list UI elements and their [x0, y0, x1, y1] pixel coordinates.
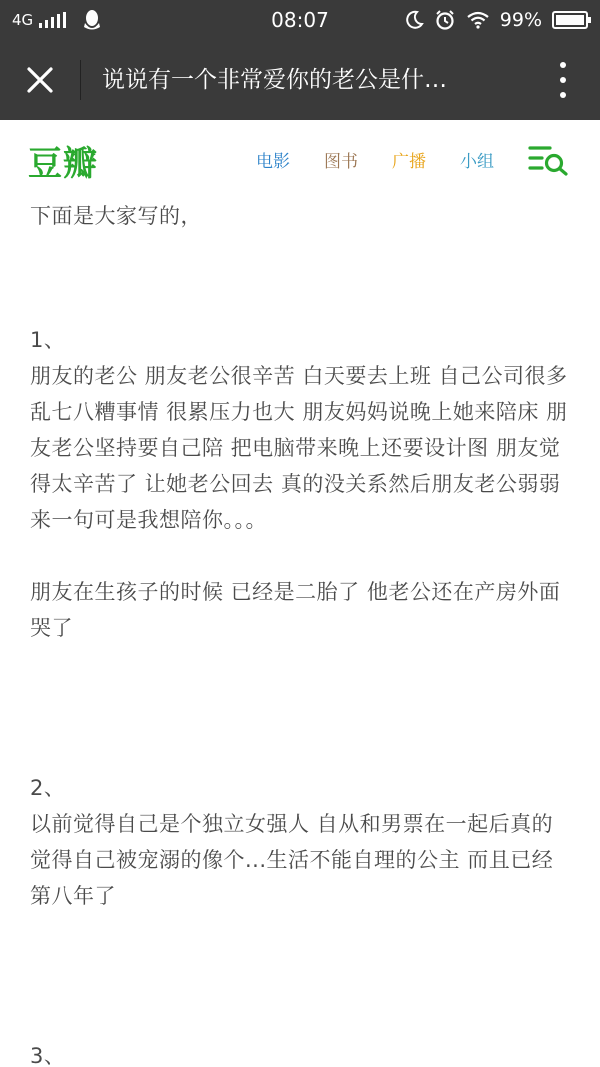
paragraph: 朋友的老公 朋友老公很辛苦 白天要去上班 自己公司很多乱七八糟事情 很累压力也大 朋友妈妈说晚上她来陪床 朋友老公坚持要自己陪 把电脑带来晚上还要设计图 朋友觉得太辛苦了 让她老公回去 真的没关系然后朋友老公弱弱来一句可是我想陪你。。。 [30, 364, 568, 532]
paragraph: 朋友在生孩子的时候 已经是二胎了 他老公还在产房外面哭了 [30, 580, 561, 640]
intro-text: 下面是大家写的， [30, 204, 202, 228]
network-type-label: 4G [12, 11, 34, 29]
more-vertical-icon [560, 62, 566, 68]
title-bar [0, 40, 600, 120]
nav-item-groups[interactable]: 小组 [460, 151, 494, 172]
menu-search-button[interactable] [528, 144, 570, 176]
douban-logo[interactable]: 豆瓣 [28, 144, 98, 184]
nav-item-books[interactable]: 图书 [324, 151, 358, 172]
title-divider [80, 60, 81, 100]
menu-search-icon [528, 144, 570, 176]
alarm-clock-icon [434, 9, 456, 31]
section-number: 1、 [30, 328, 66, 352]
status-right [404, 0, 588, 40]
battery-percent: 99% [499, 9, 542, 31]
status-bar [0, 0, 600, 40]
section-number: 2、 [30, 776, 66, 800]
battery-icon [552, 11, 588, 29]
status-time: 08:07 [271, 8, 329, 32]
moon-icon [404, 10, 424, 30]
section-number: 3、 [30, 1044, 66, 1067]
article-content [30, 198, 570, 1067]
close-icon [26, 66, 54, 94]
paragraph: 以前觉得自己是个独立女强人 自从和男票在一起后真的觉得自己被宠溺的像个...生活不能自理的公主 而且已经第八年了 [30, 812, 554, 908]
more-options-button[interactable] [554, 62, 572, 98]
nav-item-movie[interactable]: 电影 [256, 151, 290, 172]
wifi-icon [466, 11, 490, 29]
battery-fill [556, 15, 584, 25]
page-title: 说说有一个非常爱你的老公是什… [102, 67, 447, 93]
site-header [0, 120, 600, 198]
close-button[interactable] [20, 60, 60, 100]
site-nav [256, 120, 494, 198]
nav-item-broadcast[interactable]: 广播 [392, 151, 426, 172]
